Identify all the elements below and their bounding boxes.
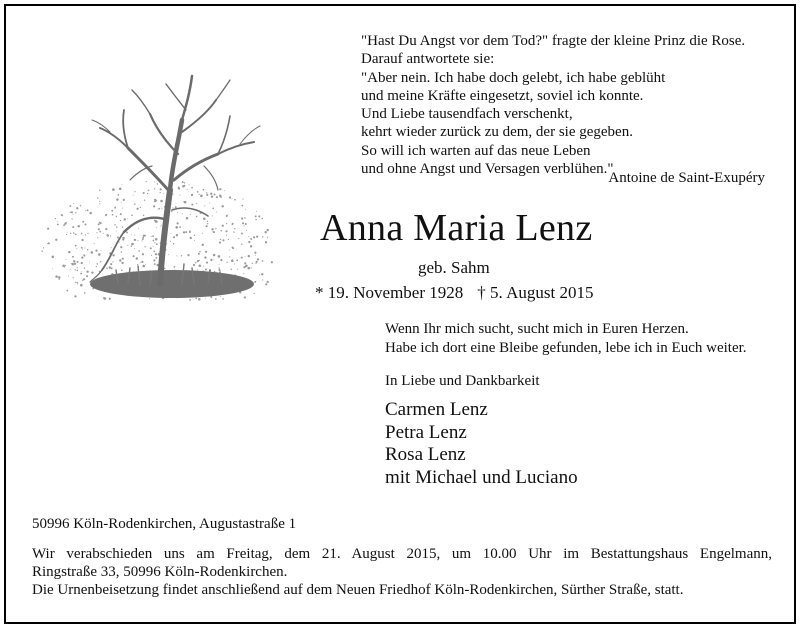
deceased-name: Anna Maria Lenz [320, 207, 593, 249]
poem-line: Und Liebe tausendfach verschenkt, [361, 106, 573, 123]
poem-line: und ohne Angst und Versagen verblühen." [361, 161, 614, 178]
family-address: 50996 Köln-Rodenkirchen, Augustastraße 1 [32, 516, 297, 532]
life-dates [315, 283, 593, 303]
poem-line: "Aber nein. Ich habe doch gelebt, ich habe geblüht [361, 69, 666, 86]
poem [361, 32, 773, 178]
birth-date: * 19. November 1928 [315, 283, 464, 302]
poem-line: So will ich warten auf das neue Leben [361, 142, 591, 159]
poem-line: und meine Kräfte eingesetzt, soviel ich konnte. [361, 87, 644, 104]
death-date: † 5. August 2015 [477, 283, 594, 302]
birth-name: geb. Sahm [418, 258, 490, 277]
mourner: Rosa Lenz [385, 444, 466, 466]
notice-line: Ringstraße 33, 50996 Köln-Rodenkirchen. [32, 564, 288, 580]
tree-illustration [32, 70, 312, 320]
poem-line: "Hast Du Angst vor dem Tod?" fragte der kleine Prinz die Rose. [361, 33, 746, 49]
poem-author: Antoine de Saint-Exupéry [608, 170, 765, 186]
obituary-notice [4, 4, 796, 624]
quote-line: Wenn Ihr mich sucht, sucht mich in Euren Herzen. [385, 321, 689, 337]
poem-line: kehrt wieder zurück zu dem, der sie gegeben. [361, 124, 633, 141]
poem-line: Darauf antwortete sie: [361, 51, 495, 68]
remembrance-quote [385, 320, 747, 357]
notice-line: Die Urnenbeisetzung findet anschließend auf dem Neuen Friedhof Köln-Rodenkirchen, Sürther Straße, statt. [32, 582, 684, 598]
mourner: mit Michael und Luciano [385, 466, 578, 488]
mourner: Petra Lenz [385, 421, 467, 443]
mourners-list [385, 399, 578, 489]
quote-line: Habe ich dort eine Bleibe gefunden, lebe ich in Euch weiter. [385, 339, 747, 356]
thanks-line: In Liebe und Dankbarkeit [385, 373, 540, 389]
mourner: Carmen Lenz [385, 399, 488, 420]
funeral-notice [32, 545, 772, 599]
notice-line: Wir verabschieden uns am Freitag, dem 21. August 2015, um 10.00 Uhr im Bestattungshaus Engelmann, [32, 546, 772, 562]
